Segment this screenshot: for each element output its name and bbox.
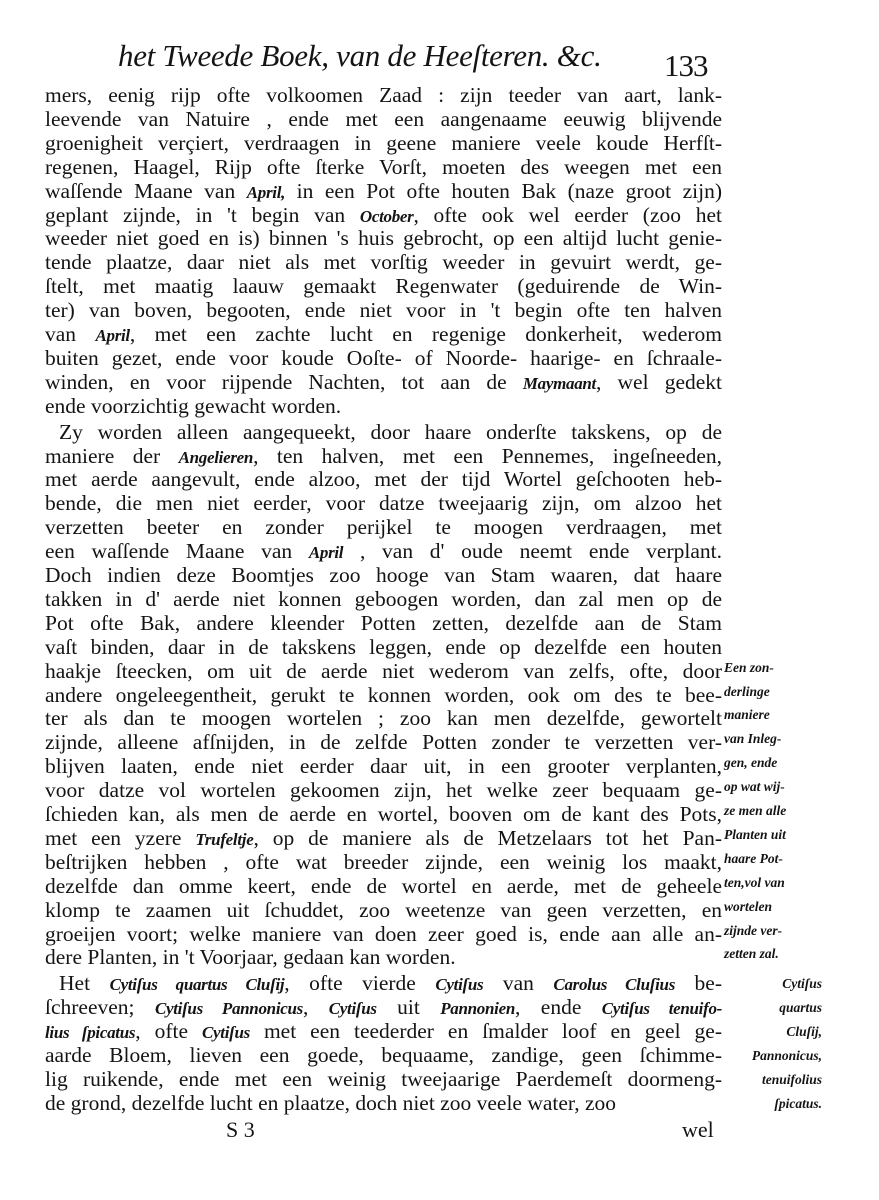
text-run: andere ongeleegentheit, gerukt te konnen worden, ook om des te bee- [45, 682, 722, 707]
text-line [45, 802, 722, 826]
text-run: ter) van boven, begooten, ende niet voor in 't begin ofte ten halven [45, 298, 722, 323]
margin-note-line: maniere [724, 707, 770, 723]
text-line [45, 131, 722, 155]
text-run: ter als dan te moogen wortelen ; zoo kan men dezelfde, gewortelt [45, 706, 722, 731]
text-run: , ofte vierde [284, 971, 436, 996]
text-line [45, 250, 722, 274]
signature-mark: S 3 [226, 1117, 255, 1142]
italic-term: April [95, 326, 130, 345]
margin-note-line: ten,vol van [724, 874, 785, 890]
text-run: winden, en voor rijpende Nachten, tot aan de [45, 369, 523, 394]
text-run: regenen, Haagel, Rijp ofte ſterke Vorſt, moeten des weegen met een [45, 154, 722, 179]
text-run: van [45, 322, 96, 346]
text-run: Doch indien deze Boomtjes zoo hooge van Stam waaren, dat haare [45, 563, 722, 587]
italic-term: April, [246, 182, 286, 202]
text-run: in een Pot ofte houten Bak (naze groot zijn) [285, 178, 722, 203]
text-run: bende, die men niet eerder, voor datze tweejaarig zijn, om alzoo het [45, 491, 722, 516]
margin-note-line: Pannonicus, [751, 1048, 822, 1063]
text-run: verzetten beeter en zonder perijkel te moogen verdraagen, met [45, 515, 722, 540]
text-run: de grond, dezelfde lucht en plaatze, doch niet zoo veele water, zoo [45, 1090, 617, 1115]
text-line [45, 1091, 722, 1115]
text-run: klomp te zaamen uit ſchuddet, zoo weetenze van geen verzetten, en [45, 897, 722, 922]
running-title: het Tweede Boek, van de Heeſteren. &c. [118, 38, 602, 73]
italic-term: Trufeltje [195, 829, 254, 849]
text-line [45, 274, 722, 298]
text-line [45, 298, 722, 322]
text-run: ſchreeven; [45, 995, 155, 1020]
text-run: ſchieden kan, als men de aerde en wortel, booven om de kant des Pots, [45, 802, 722, 826]
text-line [45, 706, 722, 730]
text-line [45, 754, 722, 778]
text-line [45, 370, 722, 394]
margin-note-line: quartus [779, 1000, 822, 1016]
page-number: 133 [664, 48, 708, 83]
margin-note-line: ſpicatus. [774, 1095, 822, 1111]
text-run: Het [59, 971, 110, 996]
text-line [45, 346, 722, 370]
margin-note-line: gen, ende [724, 755, 778, 771]
text-run: aarde Bloem, lieven een goede, bequaame, zandige, geen ſchimme- [45, 1043, 722, 1067]
text-line [45, 1043, 722, 1067]
text-line [45, 659, 722, 683]
text-line [45, 1019, 722, 1043]
italic-term: Pannonien [440, 999, 515, 1019]
margin-note-line: van Inleg- [724, 731, 782, 747]
italic-term: April [308, 543, 344, 563]
text-line [45, 444, 722, 468]
text-run: voor datze vol wortelen gekoomen zijn, het welke zeer bequaam ge- [45, 778, 722, 803]
text-run: , wel gedekt [595, 369, 723, 394]
text-run: Zy worden alleen aangequeekt, door haare onderſte takskens, op de [59, 419, 722, 444]
margin-note-line: Cluſij, [786, 1024, 822, 1040]
text-run: Pot ofte Bak, andere kleender Potten zetten, dezelfde aan de Stam [45, 610, 722, 635]
text-run: een waſſende Maane van [45, 539, 309, 564]
text-run: , ende [515, 995, 602, 1020]
text-run: haakje ſteecken, om uit de aerde niet wederom van zelfs, ofte, door [45, 658, 722, 683]
text-run: ende voorzichtig gewacht worden. [45, 393, 342, 418]
text-run: blijven laaten, ende niet eerder daar uit, in een grooter verplanten, [45, 754, 722, 779]
text-run: groenigheit verçiert, verdraagen in geene maniere veele koude Herfſt- [45, 130, 722, 155]
text-run: groeijen voort; welke maniere van doen zeer goed is, ende aan alle an- [45, 921, 722, 946]
text-run: , ten halven, met een Pennemes, ingeſneeden, [253, 443, 722, 468]
margin-note-line: Cytiſus [782, 976, 822, 992]
text-line [45, 539, 722, 563]
italic-term: lius ſpicatus [45, 1023, 136, 1043]
text-run: geplant zijnde, in 't begin van [45, 202, 360, 227]
text-run: met een yzere [45, 825, 196, 850]
catchword: wel [682, 1117, 714, 1142]
text-line [45, 971, 722, 995]
text-run: maniere der [45, 443, 179, 468]
text-run: beſtrijken hebben , ofte wat breeder zijnde, een weinig los maakt, [45, 849, 722, 874]
text-line [45, 635, 722, 659]
text-run: , met een zachte lucht en regenige donkerheit, wederom [129, 322, 723, 346]
text-line [45, 995, 722, 1019]
text-line [45, 778, 722, 802]
text-line [45, 394, 722, 418]
text-run: buiten gezet, ende voor koude Ooſte- of Noorde- haarige- en ſchraale- [45, 345, 722, 370]
text-line [45, 683, 722, 707]
italic-term: Cytiſus quartus Cluſij [109, 975, 285, 995]
text-line [45, 826, 722, 850]
italic-term: October [359, 206, 414, 226]
text-run: uit [376, 995, 441, 1020]
text-line [45, 563, 722, 587]
margin-note-line: zijnde ver- [724, 922, 783, 938]
text-run: , van d' oude neemt ende verplant. [343, 539, 722, 564]
text-line [45, 467, 722, 491]
text-run: van [483, 971, 554, 996]
text-line [45, 226, 722, 250]
text-run: dezelfde dan omme keert, ende de wortel en aerde, met de geheele [45, 873, 722, 898]
text-run: waſſende Maane van [45, 178, 247, 203]
margin-note-line: derlinge [724, 683, 770, 699]
text-run: met een teederder en ſmalder loof en geel ge- [249, 1019, 722, 1044]
margin-note-line: ze men alle [724, 803, 787, 818]
italic-term: Angelieren [178, 447, 254, 467]
text-line [45, 945, 722, 969]
text-run: tende plaatze, daar niet als met vorſtig weeder in gevuirt werdt, ge- [45, 250, 722, 275]
text-run: , op de maniere als de Metzelaars tot het Pan- [253, 825, 722, 850]
text-line [45, 1067, 722, 1091]
italic-term: Maymaant [522, 373, 596, 393]
text-line [45, 611, 722, 635]
text-run: , ofte ook wel eerder (zoo het [413, 202, 722, 227]
text-line [45, 850, 722, 874]
text-line [45, 587, 722, 611]
text-run: mers, eenig rijp ofte volkoomen Zaad : zijn teeder van aart, lank- [45, 83, 722, 107]
text-run: ſtelt, met maatig laauw gemaakt Regenwater (geduirende de Win- [45, 274, 722, 299]
text-line [45, 179, 722, 203]
text-run: zijnde, alleene afſnijden, in de zelfde Potten zonder te verzetten ver- [45, 730, 722, 755]
text-line [45, 874, 722, 898]
margin-note-line: haare Pot- [724, 850, 783, 866]
text-run: weeder niet goed en is) binnen 's huis gebrocht, op een altijd lucht genie- [45, 226, 722, 251]
text-line [45, 155, 722, 179]
text-line [45, 491, 722, 515]
italic-term: Cytiſus tenuifo- [601, 999, 723, 1019]
italic-term: Carolus Cluſius [553, 975, 676, 995]
italic-term: Cytiſus [328, 999, 377, 1019]
text-run: vaſt binden, daar in de takskens leggen, ende op dezelfde een houten [45, 634, 722, 659]
text-run: be- [675, 971, 722, 996]
text-line [45, 83, 722, 107]
text-line [45, 922, 722, 946]
margin-note-line: Een zon- [724, 659, 774, 675]
text-run: dere Planten, in 't Voorjaar, gedaan kan worden. [45, 945, 456, 970]
text-run: leevende van Natuire , ende met een aangenaame eeuwig blijvende [45, 106, 722, 131]
text-line [45, 203, 722, 227]
text-line [45, 322, 722, 346]
text-line [45, 898, 722, 922]
text-run: lig ruikende, ende met een weinig tweejaarige Paerdemeſt doormeng- [45, 1066, 722, 1091]
margin-note-line: op wat wij- [724, 779, 785, 795]
text-line [45, 515, 722, 539]
italic-term: Cytiſus [201, 1023, 250, 1043]
text-run: , ofte [135, 1019, 202, 1044]
text-line [45, 730, 722, 754]
italic-term: Cytiſus [435, 975, 484, 995]
margin-note-line: wortelen [724, 898, 773, 914]
text-run: met aerde aangevult, ende alzoo, met der tijd Wortel geſchooten heb- [45, 467, 722, 492]
margin-note-line: Planten uit [724, 826, 786, 842]
italic-term: Cytiſus Pannonicus [154, 999, 303, 1019]
text-run: , [302, 995, 329, 1020]
text-run: takken in d' aerde niet konnen geboogen worden, dan zal men op de [45, 586, 722, 611]
text-line [45, 420, 722, 444]
text-line [45, 107, 722, 131]
margin-note-line: tenuifolius [761, 1071, 822, 1087]
margin-note-line: zetten zal. [724, 946, 779, 962]
